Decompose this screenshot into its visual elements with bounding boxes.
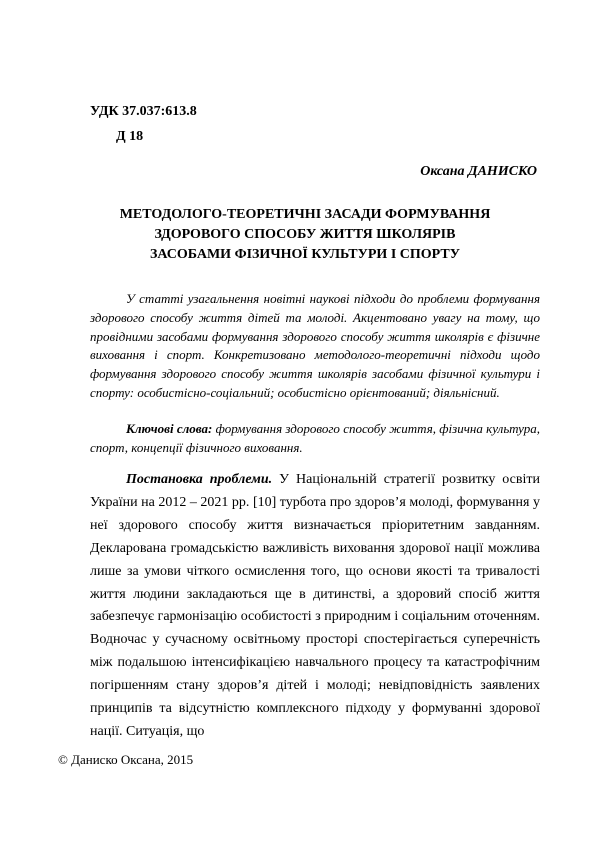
body-paragraph-text: У Національній стратегії розвитку освіти України на 2012 – 2021 рр. [10] турбота про здоров’я молоді, формування у неї здорового способу життя визначається пріоритетним завданням. Декларована громадськістю важливість виховання здорової нації можлива лише за умови чіткого осмислення того, що основи якості та тривалості життя людини закладаються ще в дитинстві, а здоровий спосіб життя забезпечує гармонізацію особистості з природним і соціальним оточенням. Водночас у сучасному освітньому просторі спостерігається суперечність між подальшою інтенсифікацією навчального процесу та катастрофічним погіршенням стану здоров’я дітей і молоді; невідповідність заявлених принципів та відсутністю комплексного підходу у формуванні здорової нації. Ситуація, що [90, 472, 540, 739]
keywords [90, 420, 540, 458]
copyright-footer: © Даниско Оксана, 2015 [58, 752, 194, 767]
keywords-text: формування здорового способу життя, фізична культура, спорт, концепції фізичного виховання. [90, 421, 540, 455]
title-line-3: ЗАСОБАМИ ФІЗИЧНОЇ КУЛЬТУРИ І СПОРТУ [149, 247, 460, 262]
section-label: Постановка проблеми. [126, 472, 273, 487]
body-paragraph [90, 469, 540, 744]
title-line-2: ЗДОРОВОГО СПОСОБУ ЖИТТЯ ШКОЛЯРІВ [154, 227, 456, 242]
udk-code: УДК 37.037:613.8 [90, 104, 197, 119]
author-name: Оксана ДАНИСКО [420, 164, 537, 179]
index-code: Д 18 [116, 129, 144, 144]
title-line-1: МЕТОДОЛОГО-ТЕОРЕТИЧНІ ЗАСАДИ ФОРМУВАННЯ [119, 207, 491, 222]
paper-title [70, 205, 540, 265]
keywords-label: Ключові слова: [126, 421, 213, 436]
udk-block [90, 99, 197, 149]
abstract: У статті узагальнення новітні наукові підходи до проблеми формування здорового способу життя дітей та молоді. Акцентовано увагу на тому, що провідними засобами формування здорового способу життя школярів є фізичне виховання і спорт. Конкретизовано методолого-теоретичні підходи щодо формування здорового способу життя школярів засобами фізичної культури і спорту: особистісно-соціальний; особистісно орієнтований; діяльнісний. [90, 291, 540, 400]
